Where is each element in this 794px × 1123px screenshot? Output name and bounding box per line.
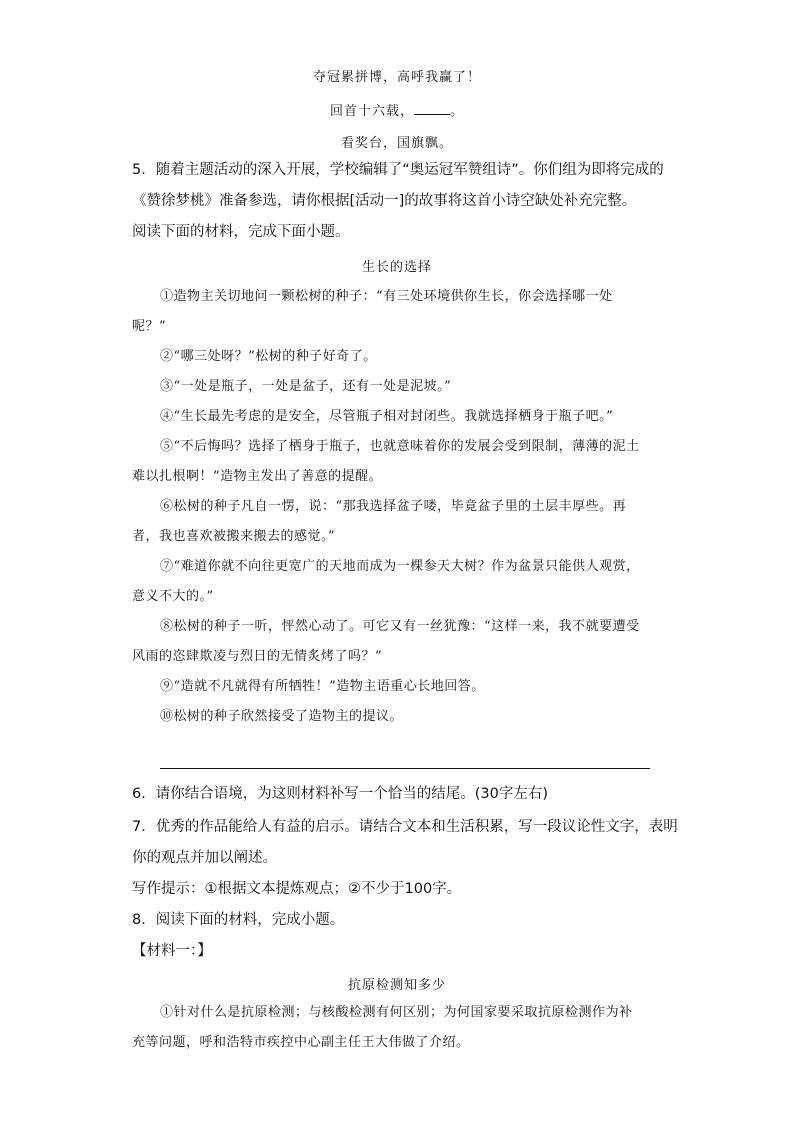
story-p7-line-1: ⑦“难道你就不向往更宽广的天地而成为一棵参天大树？作为盆景只能供人观赏，: [160, 559, 640, 574]
question-6: 6．请你结合语境，为这则材料补写一个恰当的结尾。(30字左右): [132, 786, 548, 802]
material-p1-line-1: ①针对什么是抗原检测；与核酸检测有何区别；为何国家要采取抗原检测作为补: [160, 1005, 633, 1020]
question-7-line-2: 你的观点并加以阐述。: [132, 850, 277, 866]
question-7-hint: 写作提示：①根据文本提炼观点；②不少于100字。: [132, 881, 462, 897]
question-7-line-1: 7．优秀的作品能给人有益的启示。请结合文本和生活积累，写一段议论性文字，表明: [132, 819, 678, 835]
poem-line-2: [0, 100, 794, 119]
story-p7-line-2: 意义不大的。”: [132, 589, 214, 604]
poem-line-3: 看奖台，国旗飘。: [340, 136, 453, 151]
story-title: 生长的选择: [361, 260, 432, 275]
story-p5-line-1: ⑤“不后悔吗？选择了栖身于瓶子，也就意味着你的发展会受到限制，薄薄的泥土: [160, 439, 640, 454]
poem-line-2-prefix: 回首十六载，: [329, 104, 414, 119]
material-body: [132, 998, 665, 1058]
poem-line-1: 夺冠累拼博，高呼我赢了！: [312, 70, 481, 85]
material-title: 抗原检测知多少: [347, 978, 446, 993]
story-p1-line-2: 呢？”: [132, 319, 167, 334]
story-p1-line-1: ①造物主关切地问一颗松树的种子：“有三处环境供你生长，你会选择哪一处: [160, 289, 613, 304]
material-one-label: 【材料一：】: [132, 943, 212, 959]
story-p6-line-2: 者，我也喜欢被搬来搬去的感觉。”: [132, 529, 336, 544]
story-p8-line-2: 风雨的恣肆欺凌与烈日的无情炙烤了吗？”: [132, 649, 383, 664]
story-body: [132, 282, 665, 732]
story-p9: ⑨“造就不凡就得有所牺牲！”造物主语重心长地回答。: [160, 679, 485, 694]
question-8-line-1: 8．阅读下面的材料，完成小题。: [132, 912, 345, 928]
material-p1-line-2: 充等问题，呼和浩特市疾控中心副主任王大伟做了介绍。: [132, 1035, 470, 1050]
poem-line-2-suffix: 。: [450, 104, 465, 119]
reading-intro: 阅读下面的材料，完成下面小题。: [132, 224, 350, 240]
story-p3: ③“一处是瓶子，一处是盆子，还有一处是泥坡。”: [160, 379, 452, 394]
story-p6-line-1: ⑥松树的种子凡自一愣，说：“那我选择盆子喽，毕竟盆子里的土层丰厚些。再: [160, 499, 627, 514]
story-p4: ④“生长最先考虑的是安全，尽管瓶子相对封闭些。我就选择栖身于瓶子吧。”: [160, 409, 614, 424]
story-p8-line-1: ⑧松树的种子一听，怦然心动了。可它又有一丝犹豫：“这样一来，我不就要遭受: [160, 619, 640, 634]
story-p10: ⑩松树的种子欣然接受了造物主的提议。: [160, 709, 404, 724]
separator-rule: [160, 768, 650, 769]
story-p2: ②“哪三处呀？”松树的种子好奇了。: [160, 349, 377, 364]
story-p5-line-2: 难以扎根啊！”造物主发出了善意的提醒。: [132, 469, 383, 484]
question-5-line-1: 5．随着主题活动的深入开展，学校编辑了“奥运冠军赞组诗”。你们组为即将完成的: [132, 162, 664, 178]
fill-in-blank[interactable]: [414, 102, 450, 115]
question-5-line-2: 《赞徐梦桃》准备参选，请你根据[活动一]的故事将这首小诗空缺处补充完整。: [132, 193, 637, 209]
